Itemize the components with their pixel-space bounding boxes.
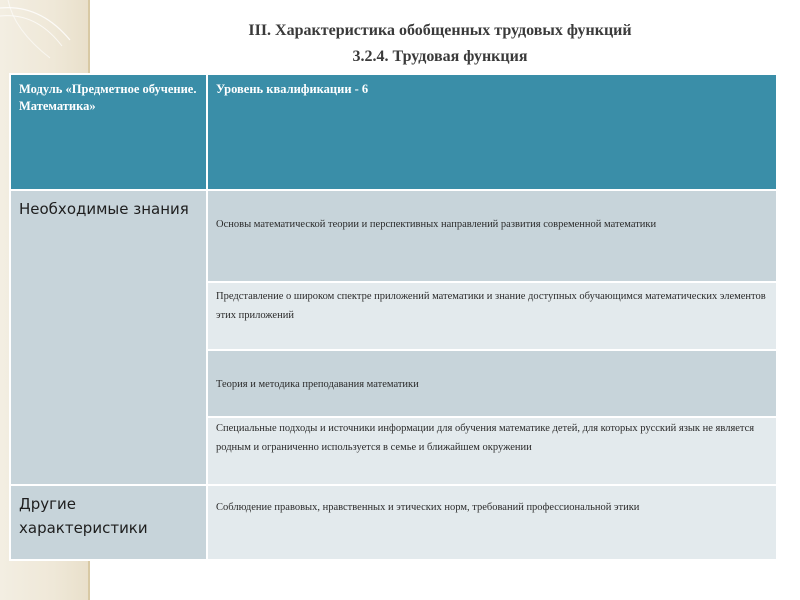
header-level-cell: Уровень квалификации - 6 [207,74,777,190]
other-characteristics-label-cell: Другие характеристики [10,485,207,560]
table-row [10,190,777,282]
knowledge-item-text: Специальные подходы и источники информации для обучения математике детей, для которых русский язык не является родным и ограниченно используется в семье и ближайшем окружении [216,423,755,453]
slide-title: III. Характеристика обобщенных трудовых функций [248,22,632,39]
slide-subtitle: 3.2.4. Трудовая функция [352,48,528,65]
knowledge-item-cell [207,350,777,417]
table-header-row [10,74,777,190]
other-item-text: Соблюдение правовых, нравственных и этических норм, требований профессиональной этики [216,502,640,513]
table-row [10,485,777,560]
knowledge-item-cell [207,417,777,485]
decorative-corner-curves [0,0,90,80]
knowledge-label-cell: Необходимые знания [10,190,207,485]
header-module-cell: Модуль «Предметное обучение. Математика» [10,74,207,190]
other-characteristics-item-cell [207,485,777,560]
knowledge-item-text: Теория и методика преподавания математики [216,379,419,390]
labor-function-table [9,73,778,561]
knowledge-item-cell [207,282,777,350]
knowledge-item-text: Представление о широком спектре приложений математики и знание доступных обучающимся математических элементов этих приложений [216,291,766,321]
knowledge-item-cell [207,190,777,282]
knowledge-item-text: Основы математической теории и перспективных направлений развития современной математики [216,219,657,230]
